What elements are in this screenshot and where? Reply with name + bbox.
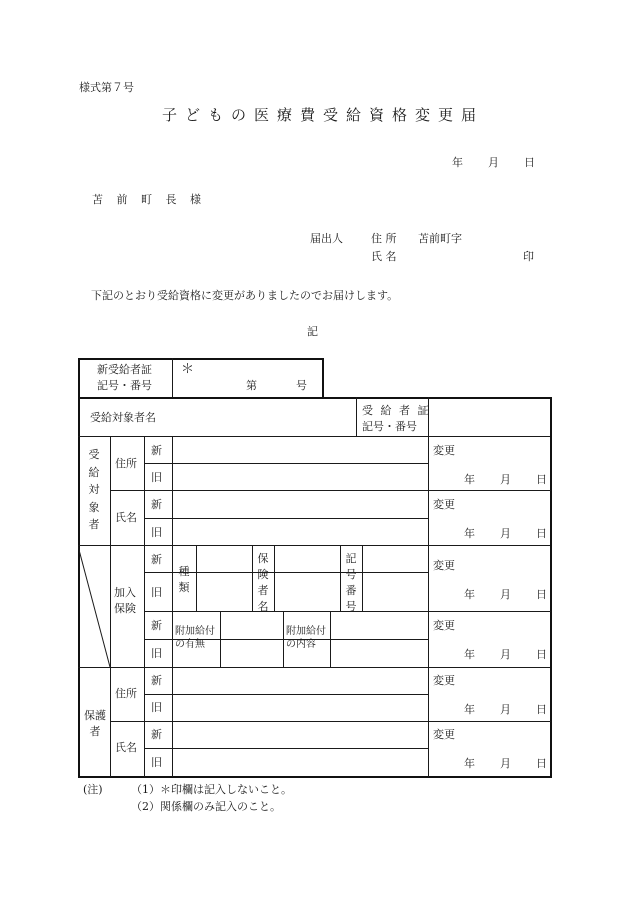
subject-address-label: 住所 <box>115 457 137 470</box>
subject-name-row-label: 氏名 <box>115 511 137 524</box>
applicant-label: 届出人 <box>310 232 343 245</box>
new-label: 新 <box>151 728 162 741</box>
notes-label: (注) <box>83 783 103 796</box>
subject-name-label: 受給対象者名 <box>90 411 156 424</box>
change-label: 変更 <box>433 444 455 457</box>
date-day-label: 日 <box>524 156 535 169</box>
change-day: 日 <box>536 588 547 601</box>
applicant-address-value: 苫前町字 <box>418 232 462 245</box>
new-cert-label-1: 新受給者証 <box>97 363 152 376</box>
section-subject-label: 受給対象者 <box>88 448 100 532</box>
new-label: 新 <box>151 674 162 687</box>
change-year: 年 <box>464 473 475 486</box>
addressee: 苫 前 町 長 様 <box>92 193 206 206</box>
new-label: 新 <box>151 619 162 632</box>
insurer-name-label: 保険者名 <box>257 552 269 613</box>
asterisk-mark: ＊ <box>181 362 195 377</box>
guardian-name-label: 氏名 <box>115 741 137 754</box>
symbol-number-label: 記号番号 <box>345 552 357 613</box>
diagonal-line <box>78 546 111 667</box>
old-label: 旧 <box>151 471 162 484</box>
change-year: 年 <box>464 648 475 661</box>
supplement-has-label-2: の有無 <box>175 639 205 650</box>
change-month: 月 <box>500 473 511 486</box>
page-title: 子どもの医療費受給資格変更届 <box>162 106 485 124</box>
change-year: 年 <box>464 757 475 770</box>
change-label: 変更 <box>433 619 455 632</box>
dai-label: 第 <box>246 379 257 392</box>
supplement-content-label-1: 附加給付 <box>286 626 326 637</box>
applicant-address-label: 住 所 <box>371 232 397 245</box>
change-month: 月 <box>500 703 511 716</box>
supplement-content-label-2: の内容 <box>286 639 316 650</box>
new-label: 新 <box>151 498 162 511</box>
intro-text: 下記のとおり受給資格に変更がありましたのでお届けします。 <box>91 289 399 302</box>
old-label: 旧 <box>151 526 162 539</box>
old-label: 旧 <box>151 647 162 660</box>
change-month: 月 <box>500 588 511 601</box>
date-month-label: 月 <box>488 156 499 169</box>
note-item-2: （2）関係欄のみ記入のこと。 <box>131 800 281 813</box>
old-label: 旧 <box>151 756 162 769</box>
change-month: 月 <box>500 527 511 540</box>
change-year: 年 <box>464 588 475 601</box>
change-day: 日 <box>536 527 547 540</box>
supplement-has-label-1: 附加給付 <box>175 626 215 637</box>
form-number: 様式第７号 <box>79 81 134 94</box>
guardian-address-label: 住所 <box>115 687 137 700</box>
change-day: 日 <box>536 473 547 486</box>
old-label: 旧 <box>151 586 162 599</box>
kind-label: 種類 <box>178 565 190 594</box>
ki-label: 記 <box>307 325 318 338</box>
section-insurance-label: 加入保険 <box>114 586 136 615</box>
cert-label-1: 受 給 者 証 <box>362 404 431 417</box>
cert-label-2: 記号・番号 <box>362 420 417 433</box>
change-day: 日 <box>536 703 547 716</box>
go-label: 号 <box>296 379 307 392</box>
applicant-name-label: 氏 名 <box>371 250 397 263</box>
change-label: 変更 <box>433 559 455 572</box>
change-label: 変更 <box>433 498 455 511</box>
new-label: 新 <box>151 444 162 457</box>
old-label: 旧 <box>151 701 162 714</box>
change-label: 変更 <box>433 728 455 741</box>
change-label: 変更 <box>433 674 455 687</box>
change-year: 年 <box>464 703 475 716</box>
change-day: 日 <box>536 648 547 661</box>
note-item-1: （1）＊印欄は記入しないこと。 <box>131 783 292 796</box>
change-year: 年 <box>464 527 475 540</box>
new-label: 新 <box>151 553 162 566</box>
change-day: 日 <box>536 757 547 770</box>
date-year-label: 年 <box>452 156 463 169</box>
change-month: 月 <box>500 757 511 770</box>
new-cert-label-2: 記号・番号 <box>97 379 152 392</box>
seal-mark: 印 <box>523 250 534 263</box>
change-month: 月 <box>500 648 511 661</box>
section-guardian-label: 保護者 <box>84 709 106 738</box>
